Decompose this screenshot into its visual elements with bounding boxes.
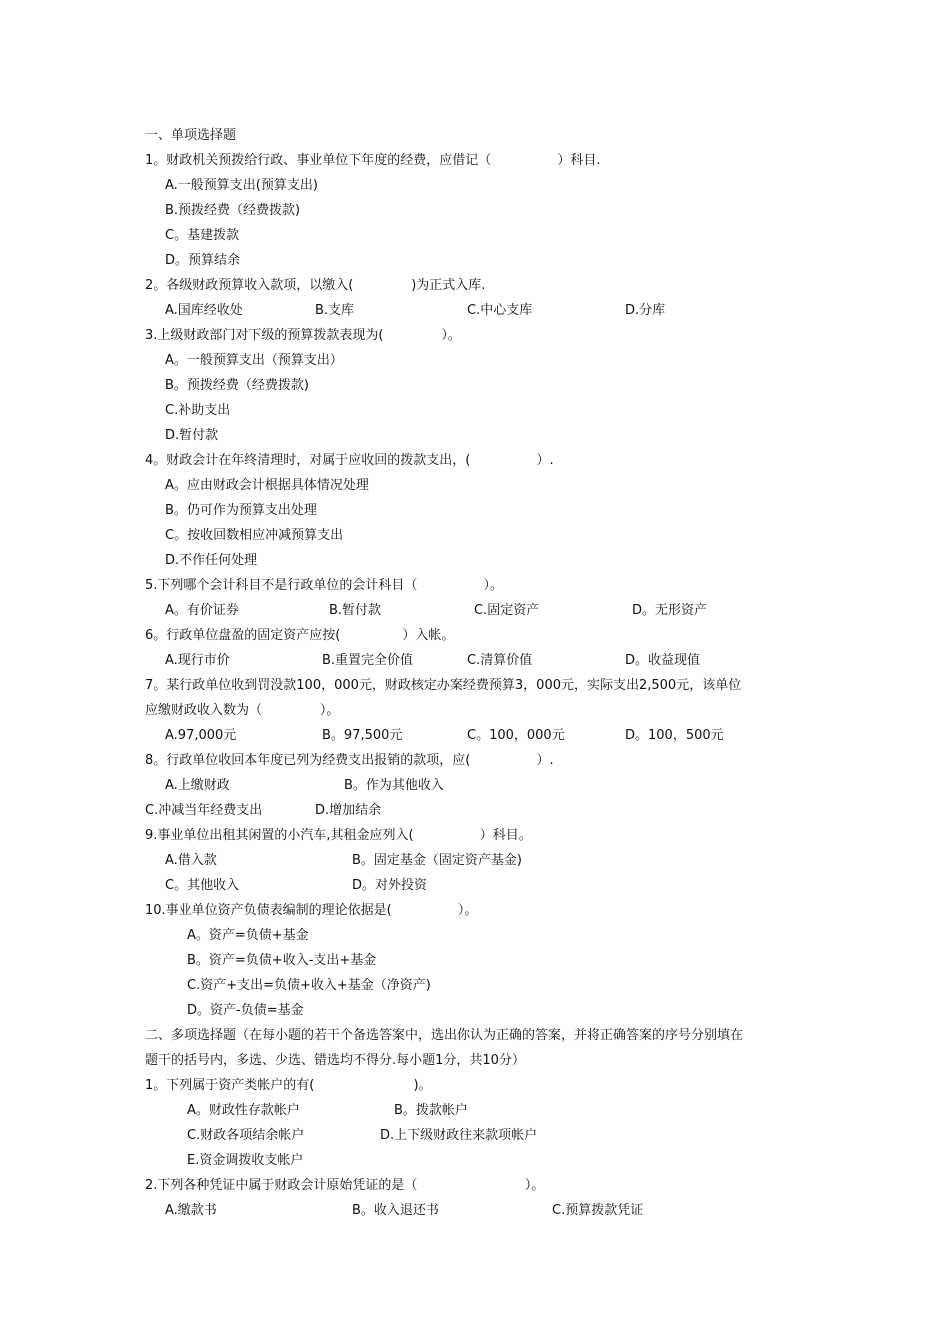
question-stem: 2。各级财政预算收入款项，以缴入( )为正式入库. [145,278,486,293]
option-b: B.预拨经费（经费拨款) [165,203,301,218]
section-heading-continued: 题干的括号内，多选、少选、错选均不得分.每小题1分，共10分） [145,1053,525,1068]
section-heading-single-choice: 一、单项选择题 [145,128,237,143]
option-row [0,301,950,421]
option-c: C.资产+支出=负债+收入+基金（净资产) [187,978,431,993]
option-a: A.国库经收处 [165,303,243,318]
question-stem: 10.事业单位资产负债表编制的理论依据是( ）。 [145,903,478,918]
option-d: D。收益现值 [625,653,701,668]
option-a: A.缴款书 [165,1203,217,1218]
option-a: A。一般预算支出（预算支出） [165,353,343,368]
option-d: D.不作任何处理 [165,553,258,568]
question-stem: 8。行政单位收回本年度已列为经费支出报销的款项，应( ）. [145,753,554,768]
question-stem-continued: 应缴财政收入数为（ ）。 [145,703,340,718]
option-a: A.97,000元 [165,728,237,743]
option-e: E.资金调拨收支帐户 [187,1153,304,1168]
option-c: C。100，000元 [467,728,565,743]
option-d: D。无形资产 [632,603,708,618]
option-d: D.分库 [625,303,666,318]
option-b: B.重置完全价值 [322,653,414,668]
option-c: C.固定资产 [474,603,540,618]
option-c: C.财政各项结余帐户 [187,1128,305,1143]
option-a: A.一般预算支出(预算支出) [165,178,318,193]
option-a: A.现行市价 [165,653,230,668]
question-stem: 1。下列属于资产类帐户的有( )。 [145,1078,432,1093]
option-c: C.中心支库 [467,303,533,318]
question-stem: 1。财政机关预拨给行政、事业单位下年度的经费，应借记（ ）科目. [145,153,601,168]
option-a: A。财政性存款帐户 [187,1103,300,1118]
section-heading-multiple-choice: 二、多项选择题（在每小题的若干个备选答案中，选出你认为正确的答案，并将正确答案的序号分别填在 [145,1028,744,1043]
option-c: C.预算拨款凭证 [552,1203,644,1218]
question-stem: 5.下列哪个会计科目不是行政单位的会计科目（ ）。 [145,578,504,593]
option-c: C。其他收入 [165,878,240,893]
option-c: C。按收回数相应冲减预算支出 [165,528,344,543]
option-c: C.冲减当年经费支出 [145,803,263,818]
question-stem: 2.下列各种凭证中属于财政会计原始凭证的是（ ）。 [145,1178,545,1193]
option-a: A。应由财政会计根据具体情况处理 [165,478,369,493]
option-c: C.清算价值 [467,653,533,668]
option-a: A。有价证券 [165,603,239,618]
option-a: A.上缴财政 [165,778,230,793]
option-b: B。拨款帐户 [394,1103,468,1118]
option-a: A。资产=负债+基金 [187,928,309,943]
option-a: A.借入款 [165,853,217,868]
option-b: B。97,500元 [322,728,403,743]
option-d: D。资产-负债=基金 [187,1003,304,1018]
option-d: D.增加结余 [315,803,382,818]
option-b: B。仍可作为预算支出处理 [165,503,317,518]
question-stem: 3.上级财政部门对下级的预算拨款表现为( ）。 [145,328,461,343]
option-d: D。100，500元 [625,728,724,743]
option-b: B.支库 [315,303,355,318]
option-b: B。预拨经费（经费拨款) [165,378,309,393]
option-d: D。对外投资 [352,878,428,893]
option-d: D。预算结余 [165,253,241,268]
option-b: B。作为其他收入 [344,778,444,793]
option-b: B.暂付款 [329,603,382,618]
option-b: B。固定基金（固定资产基金) [352,853,522,868]
option-b: B。资产=负债+收入-支出+基金 [187,953,377,968]
option-row [0,1201,950,1301]
option-b: B。收入退还书 [352,1203,439,1218]
option-d: D.暂付款 [165,428,219,443]
option-c: C。基建拨款 [165,228,240,243]
option-c: C.补助支出 [165,403,231,418]
question-stem: 9.事业单位出租其闲置的小汽车,其租金应列入( ）科目。 [145,828,532,843]
question-stem: 6。行政单位盘盈的固定资产应按( ）入帐。 [145,628,455,643]
option-d: D.上下级财政往来款项帐户 [380,1128,538,1143]
question-stem: 4。财政会计在年终清理时，对属于应收回的拨款支出，( ）. [145,453,554,468]
question-stem: 7。某行政单位收到罚没款100，000元，财政核定办案经费预算3，000元，实际支出2,500元，该单位 [145,678,742,693]
